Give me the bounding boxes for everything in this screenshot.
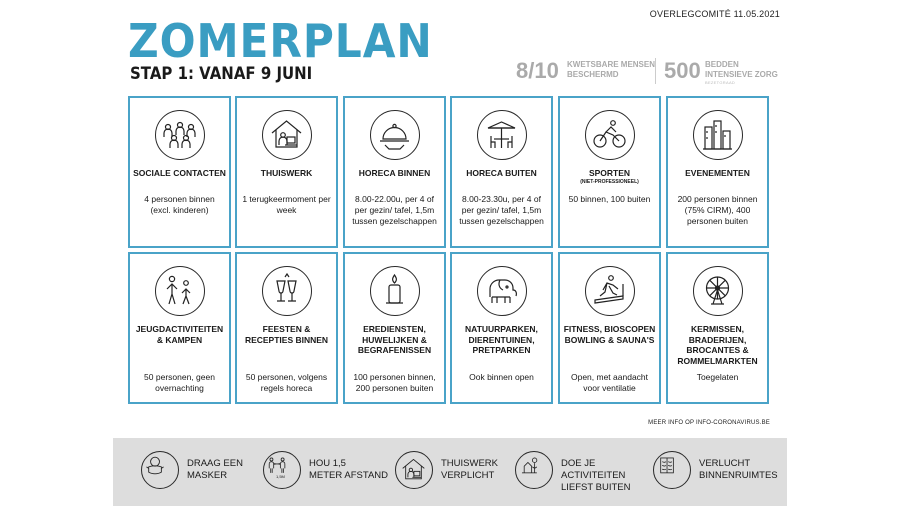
measure-title: NATUURPARKEN, DIERENTUINEN, PRETPARKEN [465, 324, 538, 355]
outdoor-icon [515, 451, 553, 489]
distance-icon [263, 451, 301, 489]
measure-rule: Open, met aandacht voor ventilatie [570, 372, 649, 393]
measure-card [128, 96, 231, 248]
more-info-link[interactable]: MEER INFO OP INFO-CORONAVIRUS.BE [648, 420, 770, 426]
mask-icon [141, 451, 179, 489]
measure-card [235, 252, 338, 404]
stat-divider [655, 58, 656, 84]
cyclist-icon [585, 110, 635, 160]
measure-card [666, 96, 769, 248]
terrace-icon [477, 110, 527, 160]
measure-title: HORECA BINNEN [358, 168, 431, 178]
measure-title: HORECA BUITEN [466, 168, 537, 178]
measure-card [343, 252, 446, 404]
rule-text: THUISWERK VERPLICHT [441, 458, 498, 481]
elephant-icon [477, 266, 527, 316]
measure-rule: 8.00-23.30u, per 4 of per gezin/ tafel, 1,5m tussen gezelschappen [459, 194, 544, 226]
measure-rule: 200 personen binnen (75% CIRM), 400 personen buiten [677, 194, 758, 226]
rule-text: DOE JE ACTIVITEITEN LIEFST BUITEN [561, 458, 631, 493]
measure-card [558, 252, 661, 404]
people-group-icon [155, 110, 205, 160]
measure-title: SPORTEN (NIET-PROFESSIONEEL) [562, 168, 657, 185]
page-title: ZOMERPLAN [128, 14, 433, 68]
measure-rule: Ook binnen open [469, 372, 534, 382]
stat-icu-label: BEDDEN INTENSIEVE ZORG [705, 60, 778, 79]
measure-title: SOCIALE CONTACTEN [133, 168, 226, 178]
measure-card [450, 252, 553, 404]
home-work-icon [395, 451, 433, 489]
stat-vulnerable-label: KWETSBARE MENSEN BESCHERMD [567, 60, 656, 79]
youth-icon [155, 266, 205, 316]
measure-rule: 50 personen, geen overnachting [144, 372, 215, 393]
champagne-icon [262, 266, 312, 316]
rule-text: DRAAG EEN MASKER [187, 458, 243, 481]
measure-rule: 50 personen, volgens regels horeca [245, 372, 328, 393]
stat-icu-sub: BEZETGRAAD [705, 80, 736, 85]
measure-title: EVENEMENTEN [685, 168, 750, 178]
measure-title: FEESTEN & RECEPTIES BINNEN [244, 324, 329, 345]
measure-card [666, 252, 769, 404]
measure-title: THUISWERK [260, 168, 313, 178]
measure-rule: 4 personen binnen (excl. kinderen) [144, 194, 215, 215]
measure-rule: 100 personen binnen, 200 personen buiten [353, 372, 436, 393]
measure-title: JEUGDACTIVITEITEN & KAMPEN [135, 324, 224, 345]
measure-card [558, 96, 661, 248]
measure-card [128, 252, 231, 404]
measure-title: KERMISSEN, BRADERIJEN, BROCANTES & ROMMELMARKTEN [677, 324, 758, 366]
measure-rule: 1 terugkeermoment per week [242, 194, 331, 215]
treadmill-icon [585, 266, 635, 316]
cloche-icon [370, 110, 420, 160]
rule-text: HOU 1,5 METER AFSTAND [309, 458, 388, 481]
stat-icu-value: 500 [664, 58, 701, 83]
meeting-date: OVERLEGCOMITÉ 11.05.2021 [649, 9, 780, 19]
measure-rule: 8.00-22.00u, per 4 of per gezin/ tafel, 1,5m tussen gezelschappen [352, 194, 437, 226]
measure-rule: 50 binnen, 100 buiten [568, 194, 651, 204]
distance-glyph: 1,5M [276, 474, 285, 479]
measure-card [450, 96, 553, 248]
measure-title: FITNESS, BIOSCOPEN BOWLING & SAUNA'S [563, 324, 656, 345]
ventilation-icon [653, 451, 691, 489]
measure-rule: Toegelaten [696, 372, 739, 382]
measure-card [343, 96, 446, 248]
stat-vulnerable-value: 8/10 [516, 58, 559, 83]
rule-text: VERLUCHT BINNENRUIMTES [699, 458, 778, 481]
ferris-wheel-icon [693, 266, 743, 316]
measure-title: EREDIENSTEN, HUWELIJKEN & BEGRAFENISSEN [357, 324, 432, 355]
home-work-icon [262, 110, 312, 160]
buildings-icon [693, 110, 743, 160]
rules-band [113, 438, 787, 506]
page-subtitle: STAP 1: VANAF 9 JUNI [130, 64, 313, 84]
candle-icon [370, 266, 420, 316]
measure-card [235, 96, 338, 248]
measure-subtitle: (NIET-PROFESSIONEEL) [580, 178, 639, 185]
